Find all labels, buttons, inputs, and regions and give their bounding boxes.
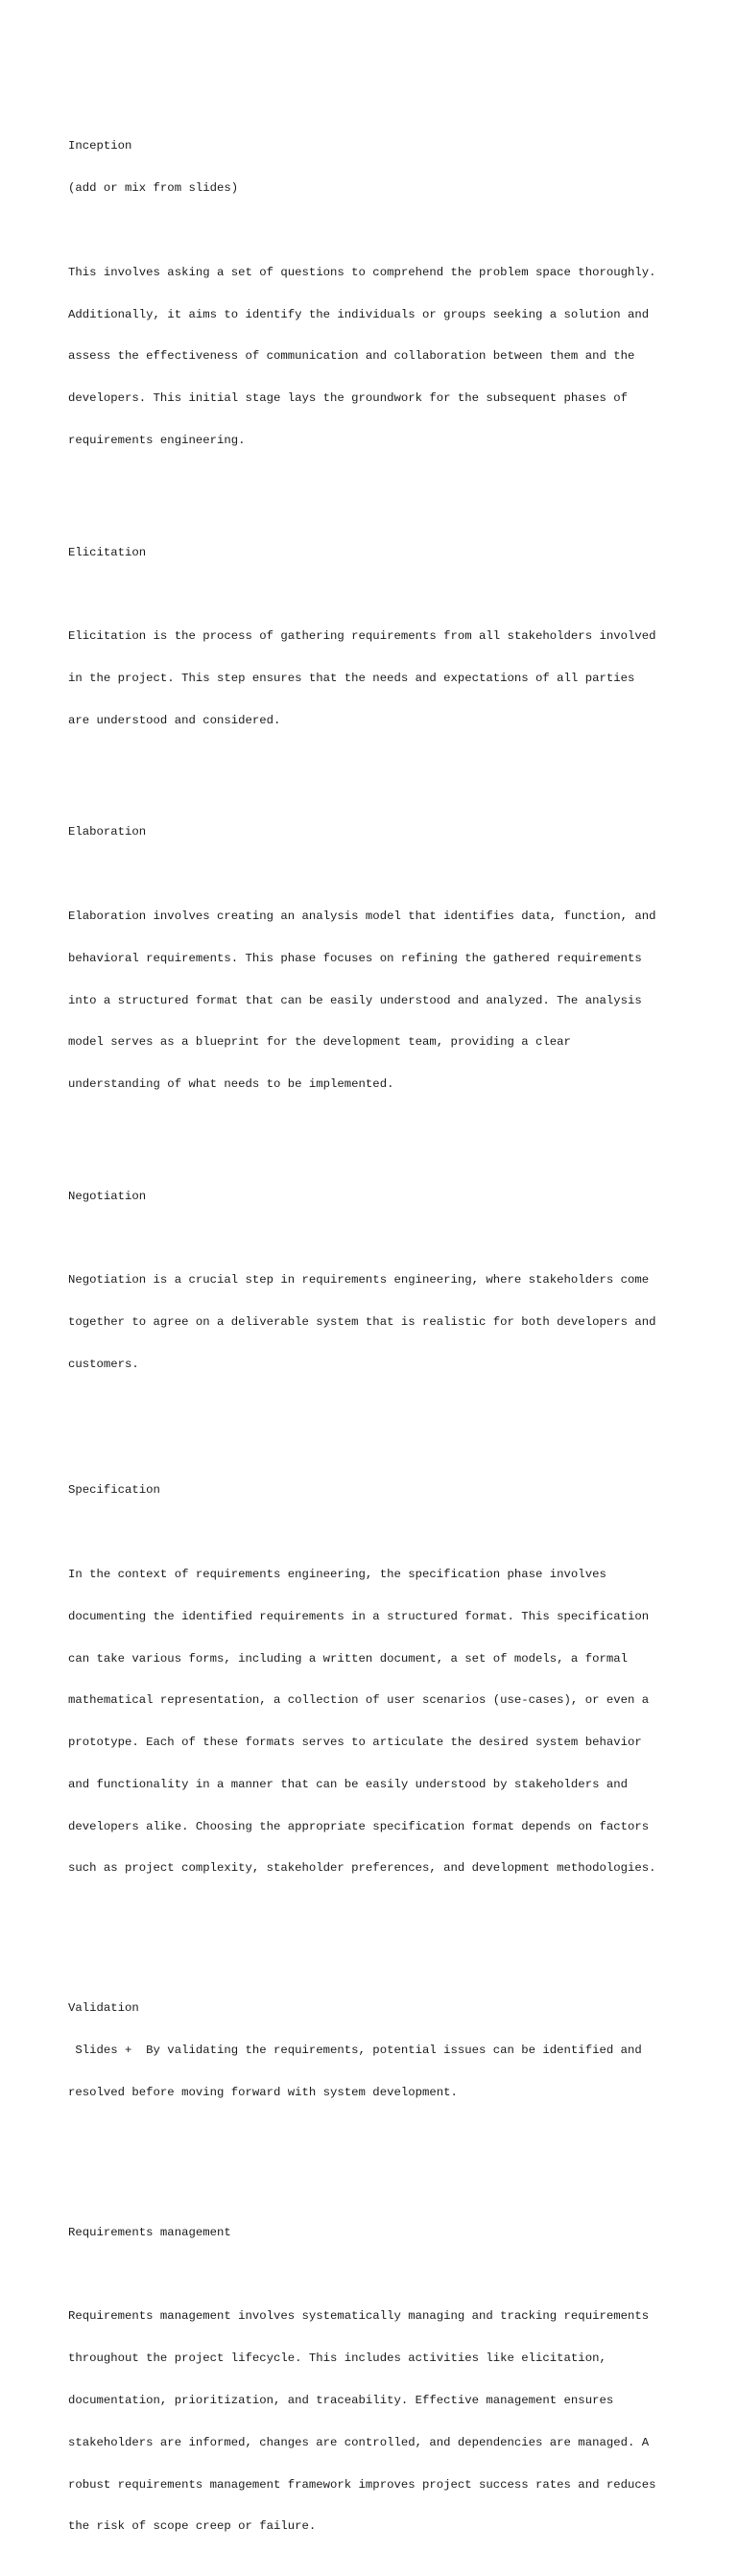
paragraph-line: together to agree on a deliverable system that is realistic for both developers and	[68, 1315, 656, 1330]
paragraph-line: the risk of scope creep or failure.	[68, 2519, 317, 2534]
paragraph-line: understanding of what needs to be implemented.	[68, 1077, 394, 1092]
section-heading-specification: Specification	[68, 1483, 160, 1498]
paragraph-line: Additionally, it aims to identify the individuals or groups seeking a solution and	[68, 307, 650, 321]
paragraph-line: developers alike. Choosing the appropriate specification format depends on factors	[68, 1819, 650, 1833]
paragraph-line: This involves asking a set of questions to comprehend the problem space thoroughly.	[68, 265, 656, 279]
section-heading-requirements-management: Requirements management	[68, 2225, 231, 2239]
section-note-inception: (add or mix from slides)	[68, 181, 239, 196]
paragraph-line: In the context of requirements engineering, the specification phase involves	[68, 1567, 606, 1581]
paragraph-line: throughout the project lifecycle. This includes activities like elicitation,	[68, 2351, 606, 2366]
paragraph-line: in the project. This step ensures that the needs and expectations of all parties	[68, 671, 635, 685]
paragraph-line: resolved before moving forward with system development.	[68, 2085, 458, 2099]
paragraph-line: customers.	[68, 1358, 139, 1372]
paragraph-line: Elaboration involves creating an analysis model that identifies data, function, and	[68, 910, 656, 924]
paragraph-line: are understood and considered.	[68, 713, 281, 727]
paragraph-line: developers. This initial stage lays the groundwork for the subsequent phases of	[68, 391, 628, 406]
paragraph-line: documentation, prioritization, and traceability. Effective management ensures	[68, 2394, 614, 2407]
document-body	[68, 83, 701, 2576]
paragraph-line: stakeholders are informed, changes are controlled, and dependencies are managed. A	[68, 2435, 650, 2449]
paragraph-line: into a structured format that can be easily understood and analyzed. The analysis	[68, 993, 642, 1007]
section-heading-negotiation: Negotiation	[68, 1189, 147, 1203]
paragraph-line: mathematical representation, a collection of user scenarios (use-cases), or even a	[68, 1693, 650, 1708]
paragraph-line: requirements engineering.	[68, 433, 246, 447]
paragraph-line: Requirements management involves systematically managing and tracking requirements	[68, 2309, 650, 2324]
paragraph-line: such as project complexity, stakeholder preferences, and development methodologies.	[68, 1861, 656, 1876]
paragraph-line: behavioral requirements. This phase focuses on refining the gathered requirements	[68, 951, 642, 965]
paragraph-line: Slides + By validating the requirements, potential issues can be identified and	[68, 2044, 642, 2058]
paragraph-line: can take various forms, including a written document, a set of models, a formal	[68, 1651, 628, 1666]
paragraph-line: Elicitation is the process of gathering requirements from all stakeholders involved	[68, 629, 656, 644]
paragraph-line: documenting the identified requirements in a structured format. This specification	[68, 1609, 650, 1623]
section-heading-inception: Inception	[68, 139, 132, 154]
section-heading-elicitation: Elicitation	[68, 545, 147, 559]
paragraph-line: model serves as a blueprint for the development team, providing a clear	[68, 1035, 571, 1050]
section-heading-elaboration: Elaboration	[68, 825, 147, 839]
section-heading-validation: Validation	[68, 2001, 139, 2016]
paragraph-line: assess the effectiveness of communication and collaboration between them and the	[68, 349, 635, 364]
paragraph-line: robust requirements management framework improves project success rates and reduces	[68, 2477, 656, 2492]
paragraph-line: prototype. Each of these formats serves to articulate the desired system behavior	[68, 1736, 642, 1750]
paragraph-line: Negotiation is a crucial step in requirements engineering, where stakeholders come	[68, 1273, 650, 1288]
paragraph-line: and functionality in a manner that can be easily understood by stakeholders and	[68, 1777, 628, 1791]
